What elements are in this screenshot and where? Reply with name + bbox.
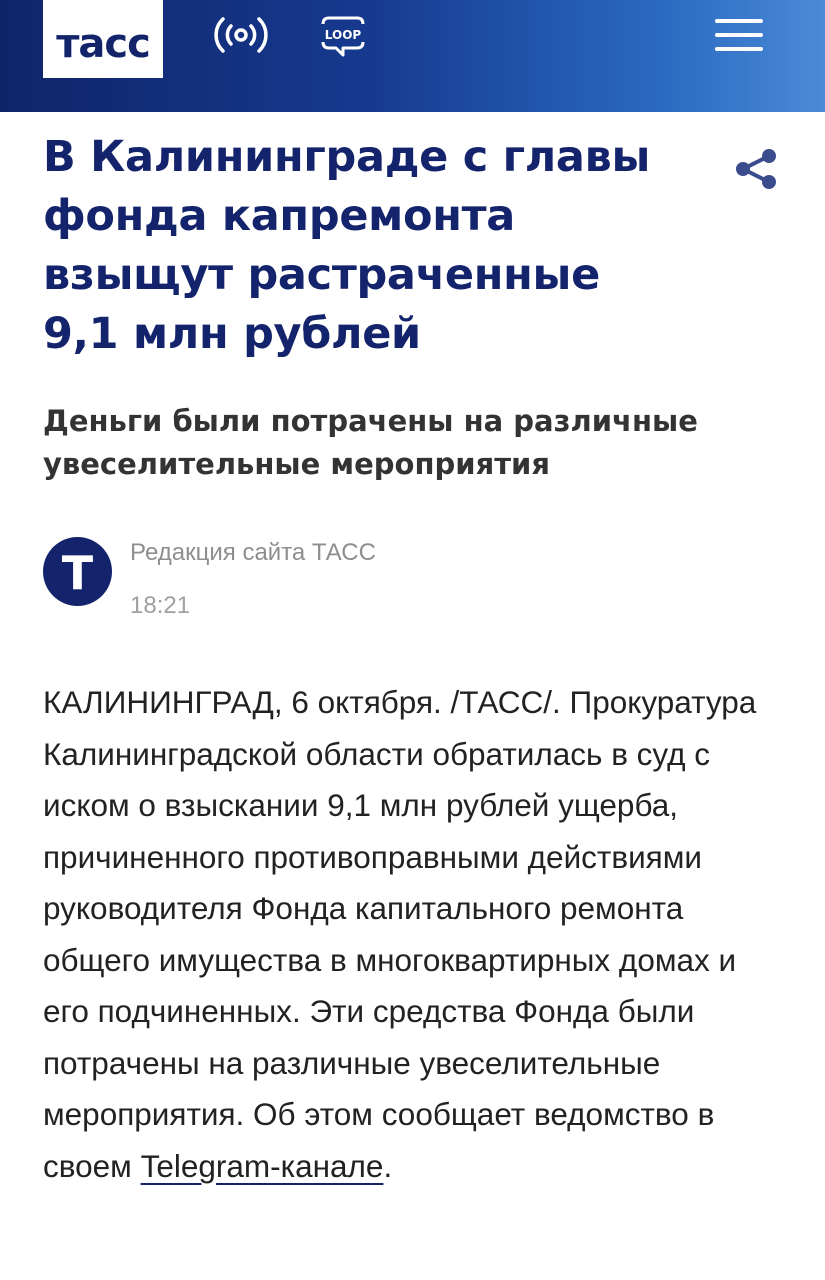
publish-time: 18:21 [130,592,191,619]
logo-text: тасс [56,21,150,67]
avatar-letter: Т [61,545,94,600]
menu-icon[interactable] [715,17,763,53]
radio-broadcast-icon[interactable] [214,14,268,56]
body-end: . [383,1147,393,1184]
tass-logo[interactable] [43,0,163,78]
article-title: В Калининграде с главы фонда капремонта взыщут растраченные 9,1 млн рублей [43,132,651,359]
top-header [0,0,825,112]
body-text: КАЛИНИНГРАД, 6 октября. /ТАСС/. Прокуратура Калининградской области обратилась в суд с иском о взыскании 9,1 млн рублей ущерба, причиненного противоправными действиями руководителя Фонда капитального ремонта общего имущества в многоквартирных домах и его подчиненных. Эти средства Фонда были потрачены на различные увеселительные мероприятия. Об этом сообщает ведомство в своем [43,684,757,1184]
article-body [43,677,788,1192]
loop-icon[interactable] [318,14,368,58]
author-name: Редакция сайта ТАСС [130,539,376,566]
svg-text:LOOP: LOOP [324,28,362,42]
telegram-channel-link[interactable]: Telegram-канале [140,1147,384,1184]
share-icon[interactable] [733,148,779,190]
article-lead: Деньги были потрачены на различные увеселительные мероприятия [43,404,698,481]
author-avatar [43,537,112,606]
